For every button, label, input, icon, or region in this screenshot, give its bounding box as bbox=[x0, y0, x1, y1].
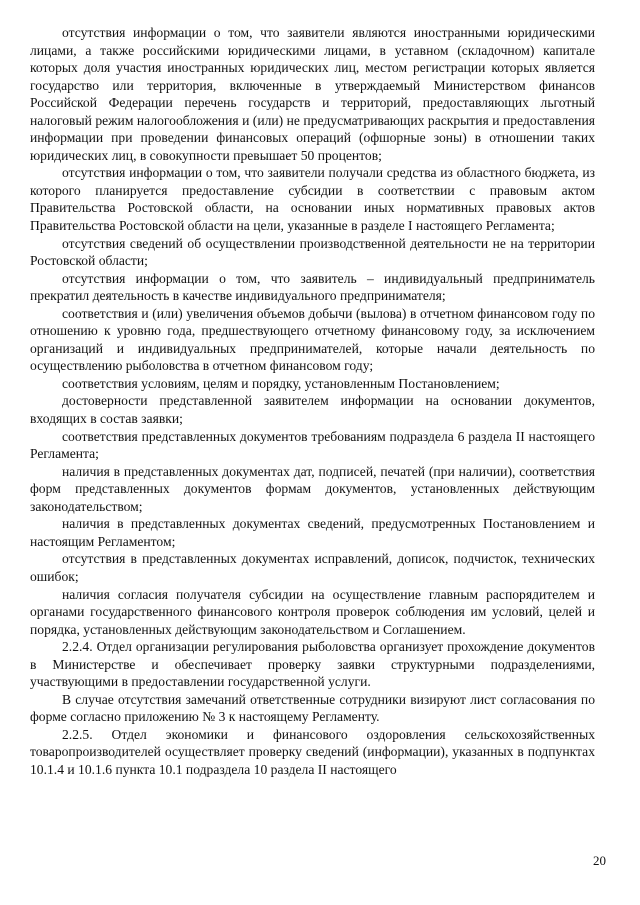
paragraph-section-2-2-5: 2.2.5. Отдел экономики и финансового оздоровления сельскохозяйственных товаропроизводителей осуществляет проверку сведений (информации), указанных в подпунктах 10.1.4 и 10.1.6 пункта 10.1 подраздела 10 раздела II настоящего bbox=[30, 726, 595, 777]
paragraph-section-2-2-4: 2.2.4. Отдел организации регулирования рыболовства организует прохождение документов в Министерстве и обеспечивает проверку заявки структурными подразделениями, участвующими в предоставлении государственной услуги. bbox=[30, 639, 595, 690]
page-number: 20 bbox=[593, 853, 606, 868]
paragraph-approval-sheet: В случае отсутствия замечаний ответственные сотрудники визируют лист согласования по форме согласно приложению № 3 к настоящему Регламенту. bbox=[30, 691, 595, 725]
paragraph-regional-budget-funds: отсутствия информации о том, что заявители получали средства из областного бюджета, из которого планируется предоставление субсидии в соответствии с правовым актом Правительства Ростовской области, на основании иных нормативных правовых актов Правительства Ростовской области на цели, указанные в разделе I настоящего Регламента; bbox=[30, 165, 595, 234]
paragraph-required-information: наличия в представленных документах сведений, предусмотренных Постановлением и настоящим Регламентом; bbox=[30, 516, 595, 549]
paragraph-document-requirements: соответствия представленных документов требованиям подраздела 6 раздела II настоящего Регламента; bbox=[30, 428, 595, 462]
paragraph-catch-volumes: соответствия и (или) увеличения объемов добычи (вылова) в отчетном финансовом году по отношению к уровню года, предшествующего отчетному финансовому году, за исключением организаций и индивидуальных предпринимателей, которые начали деятельность по осуществлению рыболовства в отчетном финансовом году; bbox=[30, 305, 595, 374]
paragraph-conditions-compliance: соответствия условиям, целям и порядку, установленным Постановлением; bbox=[62, 375, 500, 391]
paragraph-entrepreneur-status: отсутствия информации о том, что заявитель – индивидуальный предприниматель прекратил деятельность в качестве индивидуального предпринимателя; bbox=[30, 270, 595, 304]
paragraph-inspection-consent: наличия согласия получателя субсидии на осуществление главным распорядителем и органами государственного финансового контроля проверок соблюдения им условий, целей и порядка, установленных действующим законодательством и Соглашением. bbox=[30, 586, 595, 637]
paragraph-information-reliability: достоверности представленной заявителем информации на основании документов, входящих в состав заявки; bbox=[30, 393, 595, 427]
document-body bbox=[30, 24, 595, 779]
paragraph-no-corrections: отсутствия в представленных документах исправлений, дописок, подчисток, технических ошибок; bbox=[30, 551, 595, 584]
paragraph-offshore-info: отсутствия информации о том, что заявители являются иностранными юридическими лицами, а также российскими юридическими лицами, в уставном (складочном) капитале которых доля участия иностранных юридических лиц, местом регистрации которых является государство или территория, включенные в утверждаемый Министерством финансов Российской Федерации перечень государств и территорий, предоставляющих льготный налоговый режим налогообложения и (или) не предусматривающих раскрытия и предоставления информации при проведении финансовых операций (офшорные зоны) в отношении таких юридических лиц, в совокупности превышает 50 процентов; bbox=[30, 25, 595, 163]
paragraph-production-territory: отсутствия сведений об осуществлении производственной деятельности не на территории Ростовской области; bbox=[30, 235, 595, 269]
paragraph-dates-signatures: наличия в представленных документах дат, подписей, печатей (при наличии), соответствия форм представленных документов формам документов, установленных действующим законодательством; bbox=[30, 463, 595, 514]
